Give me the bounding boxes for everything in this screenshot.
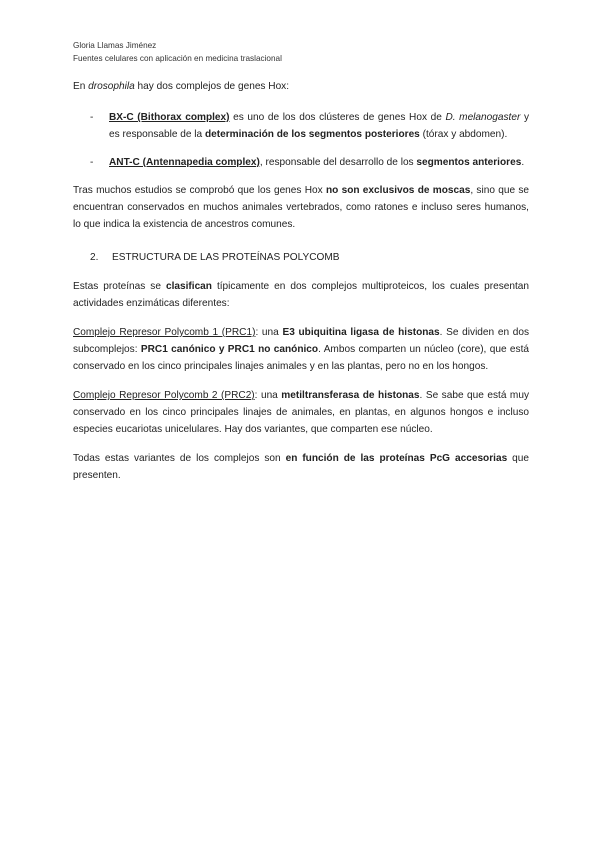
page-header [73, 40, 282, 65]
term-prc2: Complejo Represor Polycomb 2 (PRC2) [73, 390, 255, 401]
bold-term: PRC1 canónico y PRC1 no canónico [140, 344, 319, 355]
species-name: drosophila [88, 81, 135, 92]
header-subject: Fuentes celulares con aplicación en medicina traslacional [73, 53, 282, 63]
list-bullet: - [90, 157, 94, 168]
bold-term: E3 ubiquitina ligasa de histonas [282, 327, 440, 338]
term-prc1: Complejo Represor Polycomb 1 (PRC1) [73, 327, 256, 338]
term-bxc: BX-C (Bithorax complex) [109, 112, 230, 123]
bold-term: clasifican [165, 281, 212, 292]
section-title: ESTRUCTURA DE LAS PROTEÍNAS POLYCOMB [112, 252, 340, 263]
bold-term: determinación de los segmentos posteriores [204, 129, 420, 140]
list-item-bxc: - BX-C (Bithorax complex) es uno de los dos clústeres de genes Hox de D. melanogaster y es responsable de la determinación de los segmentos posteriores (tórax y abdomen). [73, 109, 529, 143]
header-author: Gloria Llamas Jiménez [73, 41, 157, 50]
list-bullet: - [90, 112, 94, 123]
term-antc: ANT-C (Antennapedia complex) [109, 157, 260, 168]
hox-conservation-paragraph: Tras muchos estudios se comprobó que los genes Hox no son exclusivos de moscas, sino que se encuentran conservados en muchos animales vertebrados, como ratones e incluso seres humanos, lo que indica la existencia de ancestros comunes. [73, 185, 529, 230]
prc1-paragraph: Complejo Represor Polycomb 1 (PRC1): una E3 ubiquitina ligasa de histonas. Se dividen en dos subcomplejos: PRC1 canónico y PRC1 no canónico. Ambos comparten un núcleo (core), que está conservado en los cinco principales linajes animales y en las plantas, pero no en los hongos. [73, 327, 530, 372]
bold-term: metiltransferasa de histonas [281, 390, 420, 401]
bold-term: no son exclusivos de moscas [325, 185, 471, 196]
species-name: D. melanogaster [445, 112, 521, 123]
section-heading [73, 249, 529, 266]
section-number: 2. [90, 252, 99, 263]
bold-term: en función de las proteínas PcG accesorias [285, 453, 508, 464]
final-paragraph: Todas estas variantes de los complejos son en función de las proteínas PcG accesorias que presenten. [73, 453, 529, 481]
list-item-antc: - ANT-C (Antennapedia complex), responsable del desarrollo de los segmentos anteriores. [73, 154, 529, 171]
intro-paragraph: En drosophila hay dos complejos de genes Hox: [73, 81, 290, 92]
prc2-paragraph: Complejo Represor Polycomb 2 (PRC2): una metiltransferasa de histonas. Se sabe que está muy conservado en los cinco principales linajes de animales, en plantas, en algunos hongos e incluso especies eucariotas unicelulares. Hay dos variantes, que comparten ese núcleo. [73, 390, 529, 435]
bold-term: segmentos anteriores [416, 157, 522, 168]
polycomb-intro-paragraph: Estas proteínas se clasifican típicamente en dos complejos multiproteicos, los cuales presentan actividades enzimáticas diferentes: [73, 281, 530, 309]
document-body [73, 78, 529, 496]
hox-complex-list [73, 109, 529, 171]
